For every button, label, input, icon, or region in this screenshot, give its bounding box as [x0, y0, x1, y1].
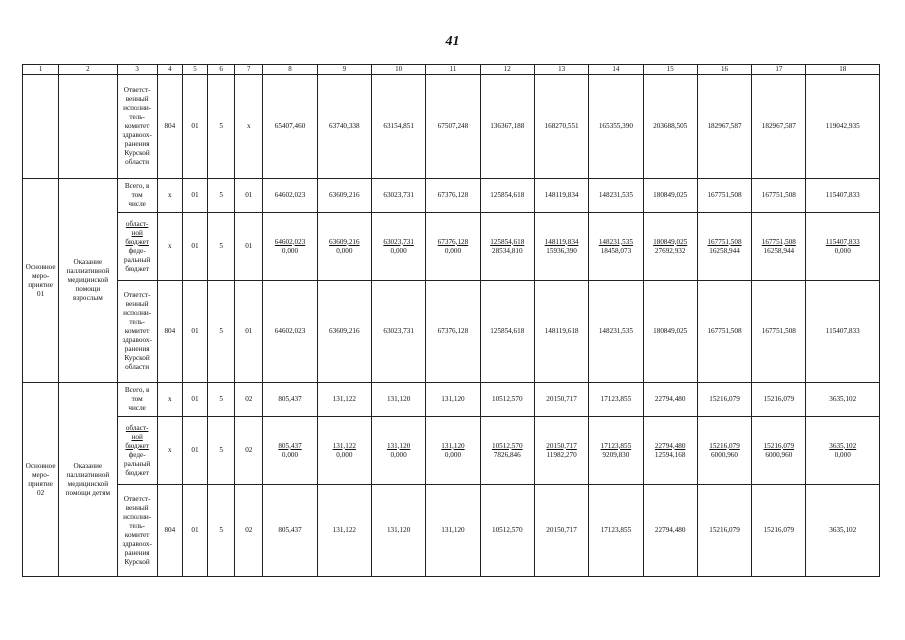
regional-value: 22794,480	[654, 441, 686, 450]
value-cell: 805,437	[263, 485, 317, 577]
column-number-header: 3	[117, 65, 157, 75]
value-cell: 63609,216	[317, 179, 371, 213]
regional-value: 167751,508	[707, 237, 742, 246]
value-cell: 67376,128	[426, 281, 480, 383]
value-cell: 167751,508	[697, 281, 751, 383]
value-cell	[643, 213, 697, 281]
regional-value: 180849,025	[653, 237, 688, 246]
value-cell: 165355,390	[589, 75, 643, 179]
regional-value: 131,120	[386, 441, 411, 450]
federal-value: 28534,810	[491, 246, 523, 255]
regional-value: 67376,128	[437, 237, 469, 246]
value-cell: 17123,855	[589, 485, 643, 577]
code-cell: 804	[157, 485, 182, 577]
value-cell: 182967,587	[752, 75, 806, 179]
column-number-header: 13	[534, 65, 588, 75]
federal-value: 16258,944	[709, 246, 740, 255]
value-cell: 64602,023	[263, 179, 317, 213]
value-cell: 10512,570	[480, 485, 534, 577]
code-cell: 01	[182, 417, 207, 485]
value-cell: 63609,216	[317, 281, 371, 383]
value-cell: 15216,079	[697, 383, 751, 417]
column-number-header: 7	[235, 65, 263, 75]
value-cell	[371, 417, 425, 485]
value-cell: 148119,834	[534, 179, 588, 213]
value-cell: 203688,505	[643, 75, 697, 179]
federal-value: 0,000	[281, 246, 299, 255]
federal-budget-label: феде- ральный бюджет	[124, 450, 151, 477]
column-number-header: 16	[697, 65, 751, 75]
value-cell	[589, 213, 643, 281]
regional-value: 17123,855	[600, 441, 632, 450]
row-label: Ответст- венный исполни- тель- комитет здравоох- ранения Курской области	[117, 75, 157, 179]
value-cell: 63740,338	[317, 75, 371, 179]
column-number-header: 17	[752, 65, 806, 75]
regional-value: 167751,508	[761, 237, 796, 246]
page-number: 41	[445, 34, 460, 49]
column-number-header: 5	[182, 65, 207, 75]
value-cell: 3635,102	[806, 383, 880, 417]
value-cell: 180849,025	[643, 281, 697, 383]
code-cell: 01	[182, 281, 207, 383]
code-cell: х	[157, 213, 182, 281]
row-label	[117, 213, 157, 281]
column-number-header: 12	[480, 65, 534, 75]
value-cell: 125854,618	[480, 179, 534, 213]
regional-value: 115407,833	[825, 237, 860, 246]
regional-value: 148119,834	[544, 237, 579, 246]
code-cell: 02	[235, 485, 263, 577]
column-number-header: 15	[643, 65, 697, 75]
value-cell: 20150,717	[534, 383, 588, 417]
value-cell: 64602,023	[263, 281, 317, 383]
regional-value: 10512,570	[491, 441, 523, 450]
value-cell: 20150,717	[534, 485, 588, 577]
value-cell	[534, 417, 588, 485]
row-label: Ответст- венный исполни- тель- комитет здравоох- ранения Курской	[117, 485, 157, 577]
value-cell: 63023,731	[371, 179, 425, 213]
federal-value: 0,000	[444, 246, 462, 255]
value-cell: 115407,833	[806, 179, 880, 213]
federal-value: 6000,960	[711, 450, 738, 459]
row-label	[117, 417, 157, 485]
code-cell: х	[157, 179, 182, 213]
measure-description: Оказание паллиативной медицинской помощи взрослым	[59, 179, 117, 383]
code-cell: 5	[208, 75, 235, 179]
regional-value: 131,122	[332, 441, 356, 450]
measure-description: Оказание паллиативной медицинской помощи детям	[59, 383, 117, 577]
value-cell: 167751,508	[697, 179, 751, 213]
regional-value: 15216,079	[763, 441, 795, 450]
value-cell: 148231,535	[589, 179, 643, 213]
value-cell	[697, 417, 751, 485]
value-cell	[697, 213, 751, 281]
federal-value: 7826,846	[493, 450, 521, 459]
value-cell: 3635,102	[806, 485, 880, 577]
federal-value: 0,000	[834, 246, 851, 255]
regional-value: 148231,535	[598, 237, 633, 246]
federal-value: 12594,168	[654, 450, 686, 459]
value-cell: 125854,618	[480, 281, 534, 383]
regional-value: 15216,079	[709, 441, 740, 450]
column-number-header: 9	[317, 65, 371, 75]
value-cell: 131,120	[371, 485, 425, 577]
value-cell: 22794,480	[643, 383, 697, 417]
code-cell: 02	[235, 417, 263, 485]
value-cell	[752, 417, 806, 485]
code-cell: 804	[157, 75, 182, 179]
value-cell: 148119,618	[534, 281, 588, 383]
federal-value: 15936,390	[546, 246, 577, 255]
value-cell: 67507,248	[426, 75, 480, 179]
federal-value: 18458,073	[600, 246, 632, 255]
code-cell: 01	[235, 281, 263, 383]
regional-budget-label: област- ной бюджет	[125, 219, 149, 246]
code-cell: 01	[235, 213, 263, 281]
column-number-header: 1	[23, 65, 59, 75]
column-number-header: 6	[208, 65, 235, 75]
row-label: Ответст- венный исполни- тель- комитет здравоох- ранения Курской области	[117, 281, 157, 383]
measure-name: Основное меро- приятие 01	[23, 179, 59, 383]
code-cell: 01	[182, 179, 207, 213]
column-number-header: 10	[371, 65, 425, 75]
code-cell: х	[235, 75, 263, 179]
column-number-header: 2	[59, 65, 117, 75]
value-cell	[643, 417, 697, 485]
column-number-header: 4	[157, 65, 182, 75]
code-cell: 01	[182, 485, 207, 577]
budget-table	[22, 64, 880, 577]
table-row	[23, 383, 880, 417]
federal-value: 0,000	[281, 450, 299, 459]
federal-value: 0,000	[336, 450, 353, 459]
value-cell: 131,122	[317, 485, 371, 577]
code-cell: 5	[208, 179, 235, 213]
value-cell: 63154,851	[371, 75, 425, 179]
code-cell: 5	[208, 383, 235, 417]
code-cell: х	[157, 383, 182, 417]
value-cell	[806, 213, 880, 281]
value-cell: 131,120	[426, 485, 480, 577]
value-cell	[317, 213, 371, 281]
table-row	[23, 281, 880, 383]
code-cell: 5	[208, 417, 235, 485]
value-cell	[317, 417, 371, 485]
table-row	[23, 485, 880, 577]
federal-value: 16258,944	[763, 246, 795, 255]
federal-value: 11982,270	[546, 450, 577, 459]
value-cell	[263, 417, 317, 485]
code-cell: 5	[208, 485, 235, 577]
value-cell: 63023,731	[371, 281, 425, 383]
table-row	[23, 179, 880, 213]
code-cell: х	[157, 417, 182, 485]
regional-value: 63609,216	[329, 237, 360, 246]
value-cell: 67376,128	[426, 179, 480, 213]
federal-value: 27692,932	[654, 246, 686, 255]
empty-cell	[23, 75, 59, 179]
federal-value: 9209,830	[602, 450, 630, 459]
federal-value: 6000,960	[765, 450, 793, 459]
value-cell: 136367,188	[480, 75, 534, 179]
value-cell: 22794,480	[643, 485, 697, 577]
regional-value: 64602,023	[274, 237, 306, 246]
column-number-row	[23, 65, 880, 75]
code-cell: 5	[208, 213, 235, 281]
value-cell: 15216,079	[752, 485, 806, 577]
regional-value: 63023,731	[383, 237, 414, 246]
value-cell	[589, 417, 643, 485]
row-label: Всего, в том числе	[117, 383, 157, 417]
value-cell: 148231,535	[589, 281, 643, 383]
value-cell: 119042,935	[806, 75, 880, 179]
value-cell	[426, 417, 480, 485]
column-number-header: 14	[589, 65, 643, 75]
federal-budget-label: феде- ральный бюджет	[124, 246, 151, 273]
code-cell: 5	[208, 281, 235, 383]
value-cell: 65407,460	[263, 75, 317, 179]
code-cell: 01	[182, 383, 207, 417]
value-cell: 168270,551	[534, 75, 588, 179]
code-cell: 01	[182, 75, 207, 179]
value-cell	[806, 417, 880, 485]
empty-cell	[59, 75, 117, 179]
value-cell	[534, 213, 588, 281]
measure-name: Основное меро- приятие 02	[23, 383, 59, 577]
code-cell: 01	[235, 179, 263, 213]
column-number-header: 11	[426, 65, 480, 75]
table-row	[23, 213, 880, 281]
value-cell: 10512,570	[480, 383, 534, 417]
value-cell: 167751,508	[752, 281, 806, 383]
federal-value: 0,000	[834, 450, 851, 459]
federal-value: 0,000	[336, 246, 353, 255]
value-cell: 167751,508	[752, 179, 806, 213]
value-cell: 182967,587	[697, 75, 751, 179]
value-cell	[371, 213, 425, 281]
value-cell	[263, 213, 317, 281]
value-cell: 131,120	[371, 383, 425, 417]
value-cell: 131,120	[426, 383, 480, 417]
value-cell	[752, 213, 806, 281]
code-cell: 804	[157, 281, 182, 383]
value-cell	[426, 213, 480, 281]
federal-value: 0,000	[444, 450, 462, 459]
value-cell: 180849,025	[643, 179, 697, 213]
row-label: Всего, в том числе	[117, 179, 157, 213]
regional-budget-label: област- ной бюджет	[125, 423, 149, 450]
regional-value: 131,120	[441, 441, 465, 450]
value-cell: 17123,855	[589, 383, 643, 417]
regional-value: 125854,618	[490, 237, 525, 246]
table-row	[23, 75, 880, 179]
column-number-header: 8	[263, 65, 317, 75]
value-cell: 805,437	[263, 383, 317, 417]
value-cell: 15216,079	[752, 383, 806, 417]
value-cell: 115407,833	[806, 281, 880, 383]
regional-value: 3635,102	[829, 441, 857, 450]
code-cell: 02	[235, 383, 263, 417]
federal-value: 0,000	[390, 246, 407, 255]
regional-value: 20150,717	[546, 441, 577, 450]
value-cell: 15216,079	[697, 485, 751, 577]
table-row	[23, 417, 880, 485]
value-cell: 131,122	[317, 383, 371, 417]
value-cell	[480, 417, 534, 485]
value-cell	[480, 213, 534, 281]
federal-value: 0,000	[390, 450, 407, 459]
regional-value: 805,437	[278, 441, 302, 450]
column-number-header: 18	[806, 65, 880, 75]
code-cell: 01	[182, 213, 207, 281]
